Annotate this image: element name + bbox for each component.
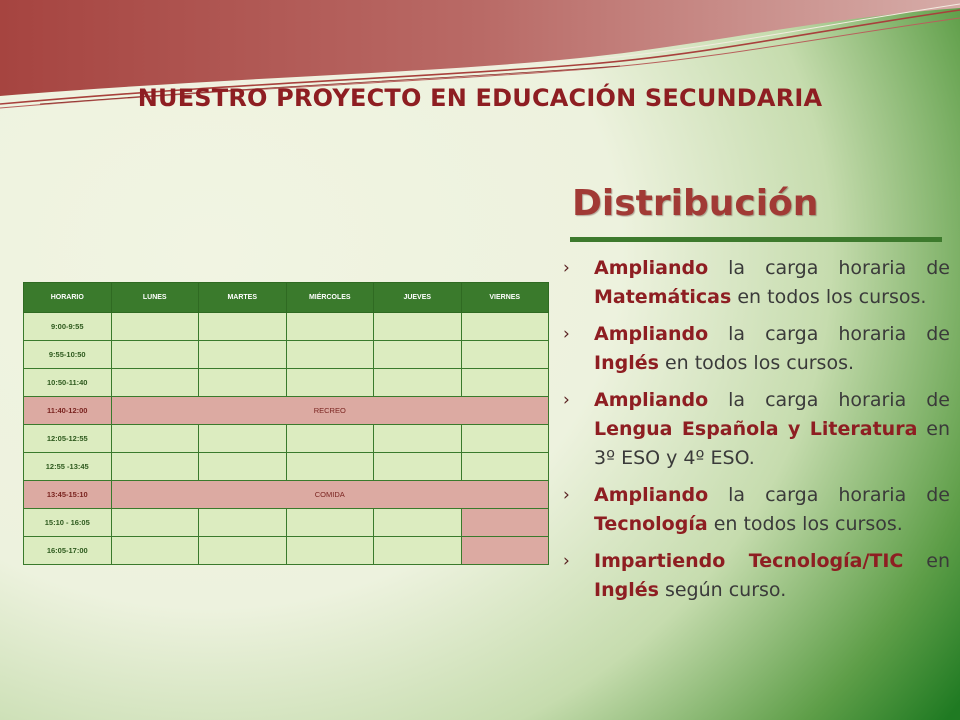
bullet-emphasis: Lengua Española y Literatura <box>594 418 918 440</box>
schedule-cell <box>374 369 462 397</box>
table-row <box>24 425 549 453</box>
schedule-cell <box>286 453 374 481</box>
bullet-emphasis: Inglés <box>594 352 659 374</box>
bullet-text: en todos los cursos. <box>731 286 927 308</box>
time-cell: 12:05-12:55 <box>24 425 112 453</box>
schedule-cell <box>461 425 549 453</box>
friday-blocked-cell <box>461 537 549 565</box>
bullet-text: la carga horaria de <box>708 257 950 279</box>
table-row <box>24 537 549 565</box>
bullet-emphasis: Ampliando <box>594 257 709 279</box>
schedule-table <box>23 282 549 565</box>
schedule-cell <box>374 537 462 565</box>
bullet-text: en <box>903 550 950 572</box>
bullet-item <box>563 320 950 378</box>
section-title-underline <box>570 237 942 242</box>
bullet-emphasis: Matemáticas <box>594 286 732 308</box>
bullet-text: en todos los cursos. <box>658 352 855 374</box>
schedule-cell <box>199 313 287 341</box>
section-title: Distribución <box>572 183 819 224</box>
table-row <box>24 313 549 341</box>
time-cell: 15:10 - 16:05 <box>24 509 112 537</box>
header-cell-jueves: JUEVES <box>374 283 462 313</box>
time-cell: 10:50-11:40 <box>24 369 112 397</box>
time-cell: 9:00-9:55 <box>24 313 112 341</box>
time-cell: 16:05-17:00 <box>24 537 112 565</box>
schedule-cell <box>111 369 199 397</box>
header-cell-horario: HORARIO <box>24 283 112 313</box>
header-cell-viernes: VIERNES <box>461 283 549 313</box>
schedule-cell <box>461 341 549 369</box>
schedule-cell <box>111 453 199 481</box>
bullet-emphasis: Ampliando <box>594 323 709 345</box>
schedule-cell <box>286 425 374 453</box>
time-cell: 12:55 -13:45 <box>24 453 112 481</box>
slide-title: NUESTRO PROYECTO EN EDUCACIÓN SECUNDARIA <box>137 84 823 112</box>
schedule-cell <box>199 453 287 481</box>
chevron-right-icon: › <box>563 324 570 344</box>
schedule-cell <box>374 341 462 369</box>
schedule-cell <box>199 341 287 369</box>
chevron-right-icon: › <box>563 485 570 505</box>
bullet-item <box>563 481 950 539</box>
schedule-cell <box>461 369 549 397</box>
bullet-item <box>563 547 950 605</box>
time-cell: 9:55-10:50 <box>24 341 112 369</box>
schedule-cell <box>461 313 549 341</box>
bullet-emphasis: Tecnología <box>594 513 708 535</box>
bullet-emphasis: Ampliando <box>594 389 709 411</box>
schedule-cell <box>286 509 374 537</box>
table-row <box>24 453 549 481</box>
bullet-text: según curso. <box>658 579 787 601</box>
table-row <box>24 341 549 369</box>
schedule-cell <box>286 341 374 369</box>
recreo-cell: RECREO <box>111 397 549 425</box>
bullet-item <box>563 386 950 473</box>
chevron-right-icon: › <box>563 258 570 278</box>
schedule-cell <box>374 313 462 341</box>
table-row-comida <box>24 481 549 509</box>
bullet-text: la carga horaria de <box>708 323 950 345</box>
comida-cell: COMIDA <box>111 481 549 509</box>
schedule-cell <box>199 537 287 565</box>
schedule-cell <box>374 509 462 537</box>
schedule-cell <box>286 313 374 341</box>
schedule-cell <box>374 425 462 453</box>
bullet-emphasis: Inglés <box>594 579 659 601</box>
schedule-cell <box>111 509 199 537</box>
bullet-emphasis: Impartiendo Tecnología/TIC <box>594 550 904 572</box>
bullet-text: la carga horaria de <box>708 389 950 411</box>
schedule-cell <box>286 537 374 565</box>
time-cell: 11:40-12:00 <box>24 397 112 425</box>
header-cell-lunes: LUNES <box>111 283 199 313</box>
chevron-right-icon: › <box>563 390 570 410</box>
chevron-right-icon: › <box>563 551 570 571</box>
schedule-cell <box>111 341 199 369</box>
header-cell-miercoles: MIÉRCOLES <box>286 283 374 313</box>
schedule-cell <box>286 369 374 397</box>
schedule-header-row <box>24 283 549 313</box>
schedule-cell <box>111 537 199 565</box>
schedule-cell <box>199 425 287 453</box>
friday-blocked-cell <box>461 509 549 537</box>
bullet-text: en todos los cursos. <box>707 513 903 535</box>
bullet-item <box>563 254 950 312</box>
schedule-cell <box>111 425 199 453</box>
table-row <box>24 369 549 397</box>
schedule-cell <box>374 453 462 481</box>
table-row-recreo <box>24 397 549 425</box>
schedule-cell <box>461 453 549 481</box>
schedule-cell <box>111 313 199 341</box>
bullet-list <box>563 254 950 613</box>
schedule-cell <box>199 369 287 397</box>
bullet-text: la carga horaria de <box>708 484 950 506</box>
bullet-text: en 3º ESO y 4º ESO. <box>594 418 950 469</box>
schedule-cell <box>199 509 287 537</box>
header-cell-martes: MARTES <box>199 283 287 313</box>
time-cell: 13:45-15:10 <box>24 481 112 509</box>
bullet-emphasis: Ampliando <box>594 484 709 506</box>
table-row <box>24 509 549 537</box>
